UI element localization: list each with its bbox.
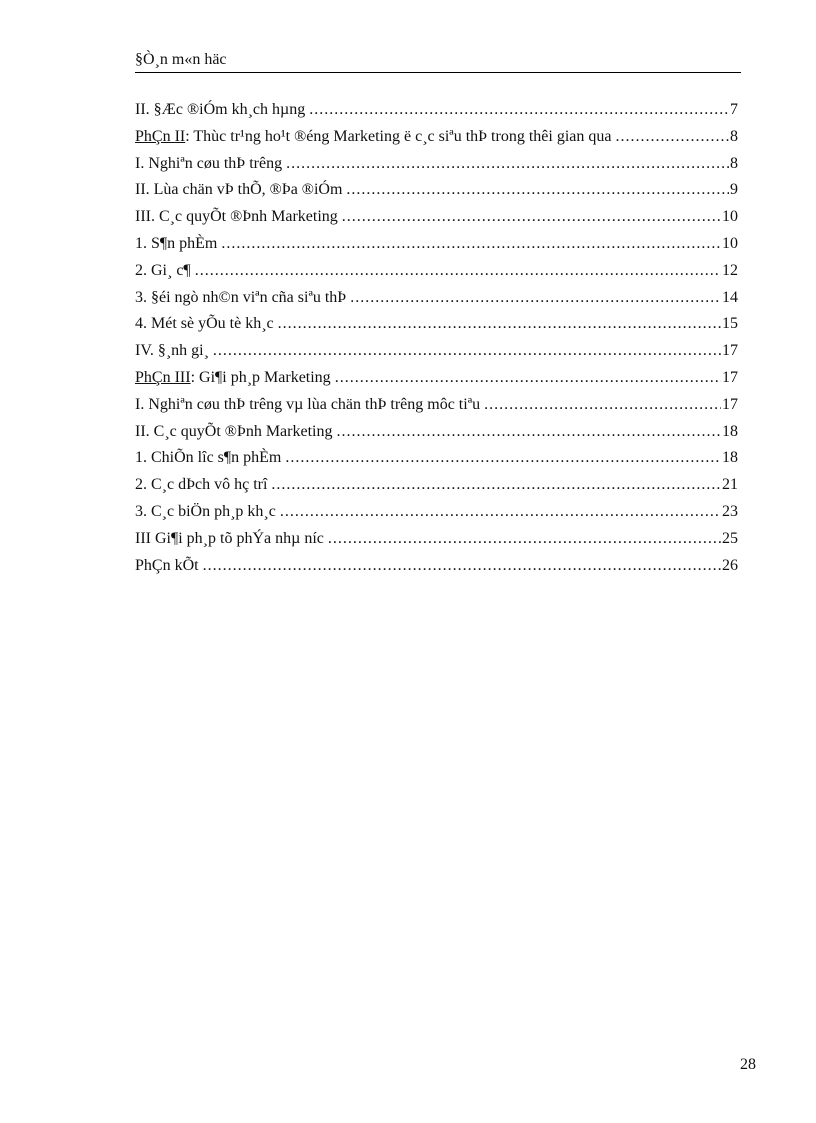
toc-page-number: 12 [722, 261, 738, 279]
toc-leader [286, 153, 729, 175]
toc-entry-text [135, 501, 276, 523]
toc-entry-text [135, 179, 342, 201]
toc-entry [135, 179, 738, 206]
toc-entry-text [135, 528, 324, 550]
toc-entry-text [135, 260, 191, 282]
toc-entry [135, 501, 738, 528]
toc-entry-title: 3. §éi ngò nh©n viªn cña siªu thÞ [135, 288, 347, 306]
toc-leader [280, 501, 721, 523]
toc-leader [335, 367, 721, 389]
table-of-contents [135, 99, 738, 581]
toc-entry-text [135, 126, 611, 148]
toc-page-number: 25 [722, 529, 738, 547]
toc-page-number: 23 [722, 502, 738, 520]
toc-entry [135, 260, 738, 287]
toc-entry [135, 153, 738, 180]
toc-entry [135, 528, 738, 555]
toc-leader [195, 260, 721, 282]
toc-entry [135, 287, 738, 314]
toc-entry-text [135, 555, 199, 577]
toc-entry [135, 340, 738, 367]
toc-entry-title: III. C¸c quyÕt ®Þnh Marketing [135, 208, 338, 226]
toc-entry-title: PhÇn kÕt [135, 556, 199, 574]
toc-entry [135, 206, 738, 233]
toc-page-number: 18 [722, 422, 738, 440]
toc-entry-title: 1. ChiÕn lîc s¶n phÈm [135, 449, 282, 467]
toc-entry-title: II. §Æc ®iÓm kh¸ch hµng [135, 101, 306, 118]
toc-entry-prefix: PhÇn II [135, 127, 186, 145]
toc-entry-text [135, 206, 338, 228]
toc-entry-title: II. C¸c quyÕt ®Þnh Marketing [135, 422, 333, 440]
toc-entry-title: 2. C¸c dÞch vô hç trî [135, 476, 268, 494]
toc-leader [203, 555, 721, 577]
page-number: 28 [740, 1056, 756, 1073]
toc-entry-text [135, 447, 281, 469]
toc-entry-title: III Gi¶i ph¸p tõ phÝa nhµ níc [135, 529, 324, 547]
page-header: §Ò¸n m«n häc [135, 50, 741, 73]
toc-leader [615, 126, 729, 148]
toc-leader [271, 474, 721, 496]
toc-leader [213, 340, 721, 362]
toc-page-number: 17 [722, 368, 738, 386]
toc-page-number: 10 [722, 208, 738, 226]
toc-leader [328, 528, 721, 550]
toc-leader [346, 179, 729, 201]
toc-entry-text [135, 99, 305, 121]
toc-page-number: 17 [722, 395, 738, 413]
toc-entry-text [135, 367, 331, 389]
toc-entry-text [135, 394, 480, 416]
toc-entry [135, 474, 738, 501]
toc-page-number: 9 [730, 181, 738, 199]
toc-entry [135, 447, 738, 474]
toc-entry [135, 367, 738, 394]
toc-entry-title: II. Lùa chän vÞ thÕ, ®Þa ®iÓm [135, 181, 343, 199]
toc-entry [135, 394, 738, 421]
toc-entry-text [135, 287, 346, 309]
toc-page-number: 8 [730, 127, 738, 145]
toc-entry-title: 4. Mét sè yÕu tè kh¸c [135, 315, 274, 333]
toc-entry [135, 421, 738, 448]
toc-entry-prefix: PhÇn III [135, 368, 191, 386]
toc-entry-title: 2. Gi¸ c¶ [135, 261, 191, 279]
toc-entry-text [135, 421, 332, 443]
toc-page-number: 7 [730, 101, 738, 118]
toc-entry [135, 555, 738, 582]
toc-page-number: 15 [722, 315, 738, 333]
toc-entry-title: I. Nghiªn cøu thÞ trêng vµ lùa chän thÞ trêng môc tiªu [135, 395, 481, 413]
toc-leader [342, 206, 721, 228]
toc-page-number: 21 [722, 476, 738, 494]
toc-page-number: 26 [722, 556, 738, 574]
toc-page-number: 14 [722, 288, 738, 306]
toc-entry-title: 3. C¸c biÖn ph¸p kh¸c [135, 502, 276, 520]
toc-entry-title: 1. S¶n phÈm [135, 234, 218, 252]
toc-leader [285, 447, 721, 469]
toc-page-number: 10 [722, 234, 738, 252]
toc-entry-text [135, 313, 274, 335]
toc-leader [350, 287, 721, 309]
toc-leader [221, 233, 721, 255]
toc-entry [135, 233, 738, 260]
toc-entry-title: : Gi¶i ph¸p Marketing [190, 368, 331, 386]
toc-leader [484, 394, 721, 416]
toc-page-number: 17 [722, 342, 738, 360]
toc-entry-title: I. Nghiªn cøu thÞ trêng [135, 154, 283, 172]
toc-entry-text [135, 340, 209, 362]
toc-entry-text [135, 474, 267, 496]
toc-entry-text [135, 153, 282, 175]
toc-page-number: 18 [722, 449, 738, 467]
toc-entry [135, 99, 738, 126]
toc-leader [309, 99, 729, 121]
toc-entry [135, 126, 738, 153]
toc-entry-text [135, 233, 217, 255]
toc-entry-title: : Thùc tr¹ng ho¹t ®éng Marketing ë c¸c siªu thÞ trong thêi gian qua [185, 127, 612, 145]
toc-entry-title: IV. §¸nh gi¸ [135, 342, 209, 360]
toc-page-number: 8 [730, 154, 738, 172]
toc-entry [135, 313, 738, 340]
toc-leader [278, 313, 721, 335]
toc-leader [336, 421, 721, 443]
